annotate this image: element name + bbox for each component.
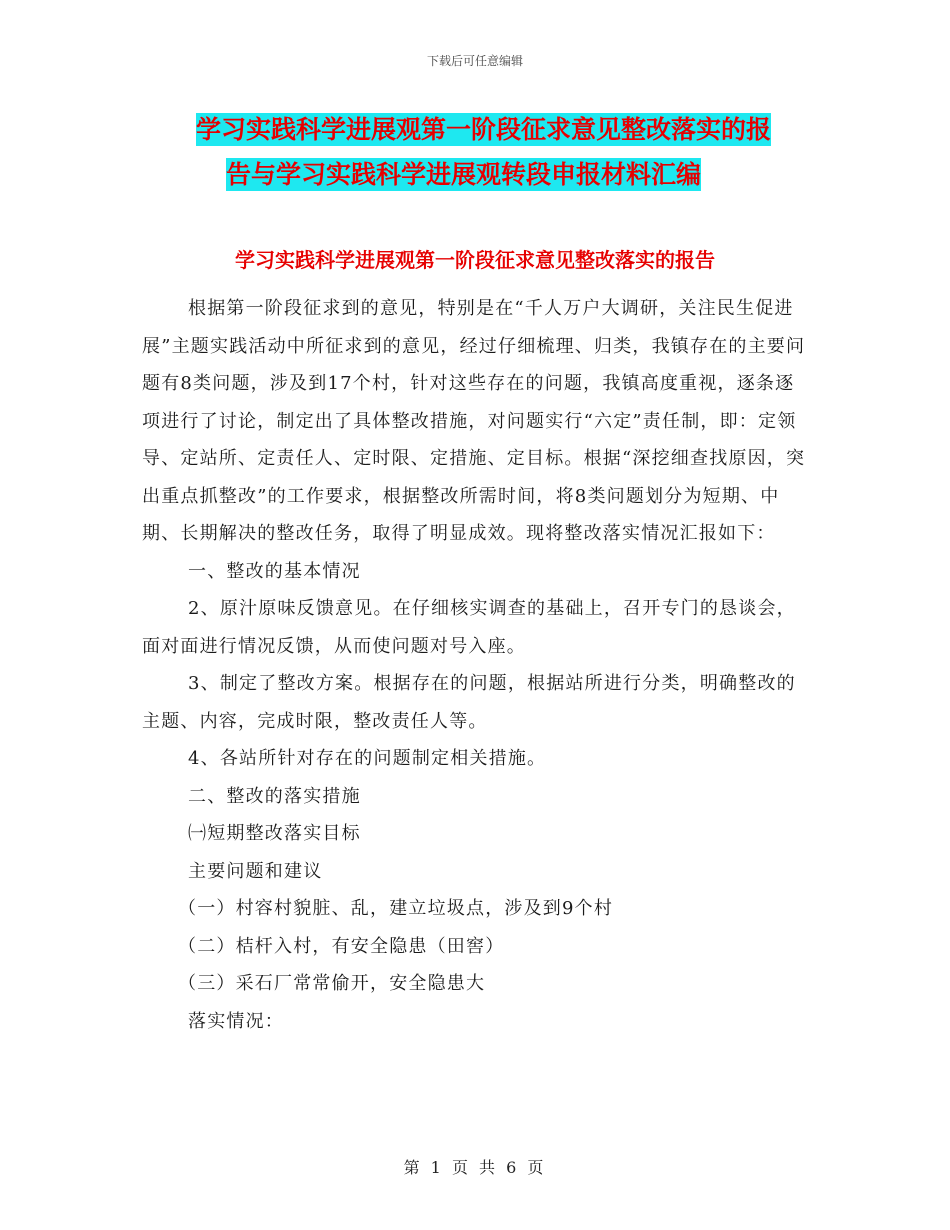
document-body [142,290,810,1040]
intro-paragraph: 根据第一阶段征求到的意见，特别是在“千人万户大调研，关注民生促进展”主题实践活动中所征求到的意见，经过仔细梳理、归类，我镇存在的主要问题有8类问题，涉及到17个村，针对这些存在的问题，我镇高度重视，逐条逐项进行了讨论，制定出了具体整改措施，对问题实行“六定”责任制，即：定领导、定站所、定责任人、定时限、定措施、定目标。根据“深挖细查找原因，突出重点抓整改”的工作要求，根据整改所需时间，将8类问题划分为短期、中期、长期解决的整改任务，取得了明显成效。现将整改落实情况汇报如下： [142,298,806,544]
paragraph-plan: 3、制定了整改方案。根据存在的问题，根据站所进行分类，明确整改的主题、内容，完成时限，整改责任人等。 [142,673,796,732]
list-item: （三）采石厂常常偷开，安全隐患大 [178,973,486,994]
heading-basic-situation: 一、整改的基本情况 [188,560,361,582]
list-item: （一）村容村貌脏、乱，建立垃圾点，涉及到9个村 [178,898,614,919]
list-item: （二）桔杆入村，有安全隐患（田窖） [178,935,505,957]
document-title-line-1 [196,108,886,152]
section-title: 学习实践科学进展观第一阶段征求意见整改落实的报告 [235,248,715,272]
title-highlight-1: 学习实践科学进展观第一阶段征求意见整改落实的报 [196,115,772,144]
heading-status: 落实情况： [188,1010,284,1032]
page-header-note: 下载后可任意编辑 [426,54,523,68]
paragraph-feedback: 2、原汁原味反馈意见。在仔细核实调查的基础上，召开专门的恳谈会，面对面进行情况反馈，从而使问题对号入座。 [142,598,796,657]
heading-implementation: 二、整改的落实措施 [188,785,361,807]
heading-main-issues: 主要问题和建议 [188,860,323,882]
document-title-line-2 [226,153,916,197]
title-highlight-2: 告与学习实践科学进展观转段申报材料汇编 [226,160,702,189]
paragraph-measures: 4、各站所针对存在的问题制定相关措施。 [188,748,547,769]
heading-short-term: ㈠短期整改落实目标 [188,823,361,844]
page-number-footer: 第 1 页 共 6 页 [403,1158,547,1177]
